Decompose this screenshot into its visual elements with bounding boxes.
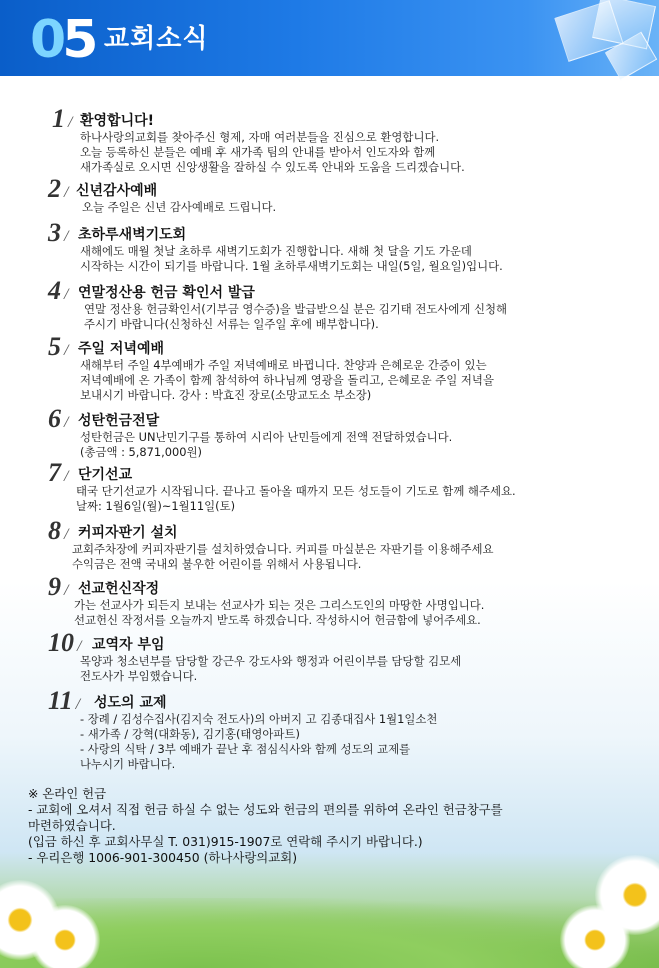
item-line: 성탄헌금은 UN난민기구를 통하여 시리아 난민들에게 전액 전달하였습니다. [80,430,453,444]
item-body [76,484,516,514]
item-body [84,302,507,332]
item-title: 성탄헌금전달 [78,413,160,429]
item-line: 연말 정산용 헌금확인서(기부금 영수증)을 발급받으실 분은 김기태 전도사에게 신청해 [84,302,507,316]
item-body [80,130,465,175]
item-line: - 새가족 / 강혁(대화동), 김기홍(태영아파트) [80,727,300,741]
item-title: 단기선교 [78,467,133,483]
header-banner [0,0,659,76]
daisy-icon [30,905,100,968]
item-number: 11 / [48,688,80,718]
item-body [80,430,452,460]
item-body [72,542,493,572]
item-line: 전도사가 부임했습니다. [80,669,198,683]
item-number: 1 / [52,106,72,136]
item-line: 새가족실로 오시면 신앙생활을 잘하실 수 있도록 안내와 도움을 드리겠습니다. [80,160,465,174]
item-line: 교회주차장에 커피자판기를 설치하였습니다. 커피를 마실분은 자판기를 이용해주세요 [72,542,494,556]
item-line: 오늘 등록하신 분들은 예배 후 새가족 팀의 안내를 받아서 인도자와 함께 [80,145,436,159]
item-line: 저녁예배에 온 가족이 함께 참석하여 하나님께 영광을 돌리고, 은혜로운 주일 저녁을 [80,373,494,387]
footer-line: (입금 하신 후 교회사무실 T. 031)915-1907로 연락해 주시기 바랍니다.) [28,834,423,849]
item-line: 태국 단기선교가 시작됩니다. 끝나고 돌아올 때까지 모든 성도들이 기도로 함께 해주세요. [76,484,516,498]
item-number: 7 / [48,460,68,490]
item-number: 4 / [48,278,68,308]
item-title: 신년감사예배 [76,183,158,199]
item-line: 가는 선교사가 되든지 보내는 선교사가 되는 것은 그리스도인의 마땅한 사명입니다. [74,598,485,612]
item-body [80,244,503,274]
item-title: 선교헌신작정 [78,581,160,597]
item-number: 2 / [48,176,68,206]
footer-line: ※ 온라인 헌금 [28,786,107,801]
item-number: 9 / [48,574,68,604]
footer-line: - 우리은행 1006-901-300450 (하나사랑의교회) [28,850,298,865]
item-line: 선교헌신 작정서를 오늘까지 받도록 하겠습니다. 작성하시어 헌금함에 넣어주세요. [74,613,481,627]
item-line: 목양과 청소년부를 담당할 강근우 강도사와 행정과 어린이부를 담당할 김모세 [80,654,462,668]
item-line: 새해에도 매월 첫날 초하루 새벽기도회가 진행합니다. 새해 첫 달을 기도 가운데 [80,244,472,258]
item-line: 오늘 주일은 신년 감사예배로 드립니다. [82,200,277,214]
item-body [80,712,437,772]
item-number: 5 / [48,334,68,364]
item-line: 날짜: 1월6일(월)~1월11일(토) [76,499,236,513]
online-offering-notice [28,786,648,866]
item-title: 환영합니다! [80,113,155,129]
item-title: 초하루새벽기도회 [78,227,187,243]
item-title: 주일 저녁예배 [78,341,165,357]
item-title: 커피자판기 설치 [78,525,178,541]
item-line: 새해부터 주일 4부예배가 주일 저녁예배로 바뀝니다. 찬양과 은혜로운 간증이 있는 [80,358,487,372]
footer-line: - 교회에 오셔서 직접 헌금 하실 수 없는 성도와 헌금의 편의를 위하여 온라인 헌금창구를 [28,802,503,817]
item-line: - 사랑의 식탁 / 3부 예배가 끝난 후 점심식사와 함께 성도의 교제를 [80,742,411,756]
item-body [74,598,484,628]
item-line: 하나사랑의교회를 찾아주신 형제, 자매 여러분들을 진심으로 환영합니다. [80,130,440,144]
section-number: 05 [30,10,95,70]
item-number: 10 / [48,630,81,660]
item-line: 보내시기 바랍니다. 강사 : 박효진 장로(소망교도소 부소장) [80,388,372,402]
item-line: (총금액 : 5,871,000원) [80,445,202,459]
item-body [80,654,461,684]
item-line: 주시기 바랍니다(신청하신 서류는 일주일 후에 배부합니다). [84,317,379,331]
item-title: 교역자 부임 [92,637,165,653]
page-title: 교회소식 [104,24,209,54]
item-number: 8 / [48,518,68,548]
item-line: 수익금은 전액 국내외 불우한 어린이를 위해서 사용됩니다. [72,557,362,571]
item-number: 6 / [48,406,68,436]
footer-line: 마련하였습니다. [28,818,116,833]
item-title: 성도의 교제 [94,695,167,711]
item-line: 시작하는 시간이 되기를 바랍니다. 1월 초하루새벽기도회는 내일(5일, 월요일)입니다. [80,259,503,273]
item-body [80,358,494,403]
daisy-icon [560,905,630,968]
item-body [82,200,276,215]
item-line: 나누시기 바랍니다. [80,757,176,771]
item-number: 3 / [48,220,68,250]
item-title: 연말정산용 헌금 확인서 발급 [78,285,255,301]
item-line: - 장례 / 김성수집사(김지숙 전도사)의 아버지 고 김종대집사 1월1일소천 [80,712,438,726]
